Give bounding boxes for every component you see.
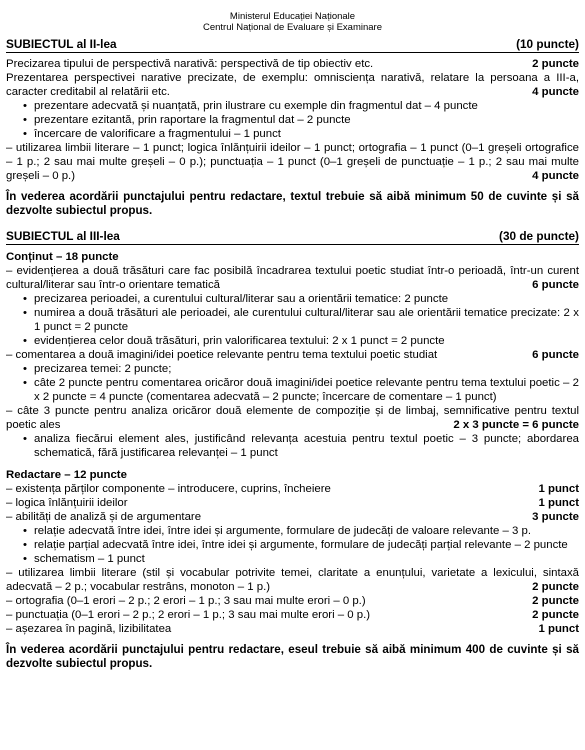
center-name: Centrul Național de Evaluare și Examinare	[202, 21, 382, 33]
list-item: • schematism – 1 punct	[34, 552, 579, 566]
section-3-note: În vederea acordării punctajului pentru redactare, eseul trebuie să aibă minimum 400 de cuvinte și să dezvolte subiectul propus.	[6, 643, 579, 670]
section-3-body	[6, 250, 579, 671]
list-item: • relație adecvată între idei, între idei și argumente, formulare de judecăți de valoare relevante – 3 p.	[34, 524, 579, 538]
criterion-text: – existența părților componente – introducere, cuprins, încheiere	[6, 483, 331, 495]
section-2-title: SUBIECTUL al II-lea	[6, 37, 117, 51]
criterion-text: – logica înlănțuirii ideilor	[6, 497, 128, 509]
list-item: • prezentare adecvată și nuanțată, prin ilustrare cu exemple din fragmentul dat – 4 puncte	[34, 99, 579, 113]
criterion-row	[6, 482, 579, 496]
bullet-list	[6, 432, 579, 460]
criterion-row	[6, 594, 579, 608]
criterion-points: 4 puncte	[532, 170, 579, 182]
criterion-points: 2 x 3 puncte = 6 puncte	[453, 419, 579, 431]
section-2-body	[6, 57, 579, 218]
criterion-text: – ortografia (0–1 erori – 2 p.; 2 erori – 1 p.; 3 sau mai multe erori – 0 p.)	[6, 595, 366, 607]
criterion-text: Prezentarea perspectivei narative precizate, de exemplu: omnisciența narativă, relatare la persoana a III-a, caracter creditabil al relatării etc.	[6, 72, 579, 98]
criterion-points: 3 puncte	[532, 511, 579, 523]
criterion-points: 1 punct	[538, 497, 579, 509]
criterion-points: 6 puncte	[532, 349, 579, 361]
section-2-points: (10 puncte)	[516, 37, 579, 51]
list-item: • încercare de valorificare a fragmentului – 1 punct	[34, 127, 579, 141]
criterion-row	[6, 510, 579, 524]
content-subtitle: Conținut – 18 puncte	[6, 251, 119, 263]
criterion-points: 2 puncte	[532, 58, 579, 70]
section-2-note: În vederea acordării punctajului pentru redactare, textul trebuie să aibă minimum 50 de cuvinte și să dezvolte subiectul propus.	[6, 190, 579, 217]
criterion-points: 2 puncte	[532, 609, 579, 621]
bullet-list	[6, 524, 579, 566]
section-3-points: (30 de puncte)	[499, 229, 579, 243]
section-3-title-bar	[6, 229, 579, 245]
criterion-row	[6, 496, 579, 510]
bullet-list	[6, 292, 579, 348]
criterion-text: – comentarea a două imagini/idei poetice relevante pentru tema textului poetic studiat	[6, 349, 438, 361]
criterion-row	[6, 622, 579, 636]
criterion-points: 1 punct	[538, 623, 579, 635]
criterion-text: Precizarea tipului de perspectivă narativă: perspectivă de tip obiectiv etc.	[6, 58, 374, 70]
criterion-row	[6, 57, 579, 71]
list-item: • prezentare ezitantă, prin raportare la fragmentul dat – 2 puncte	[34, 113, 579, 127]
list-item: • evidențierea celor două trăsături, prin valorificarea textului: 2 x 1 punct = 2 puncte	[34, 334, 579, 348]
section-2-title-bar	[6, 37, 579, 53]
criterion-points: 6 puncte	[532, 279, 579, 291]
criterion-points: 1 punct	[538, 483, 579, 495]
criterion-text: – utilizarea limbii literare – 1 punct; logica înlănțuirii ideilor – 1 punct; ortografia – 1 punct (0–1 greșeli ortografice – 1 p.; 2 sau mai multe greșeli – 0 p.); punctuația – 1 punct (0–1 greșeli de punctuație – 1 p.; 2 sau mai multe greșeli – 0 p.)	[6, 142, 579, 182]
criterion-row	[6, 608, 579, 622]
criterion-text: – evidențierea a două trăsături care fac posibilă încadrarea textului poetic studiat într-o perioadă, într-un curent cultural/literar sau într-o orientare tematică	[6, 265, 579, 291]
criterion-text: – punctuația (0–1 erori – 2 p.; 2 erori – 1 p.; 3 sau mai multe erori – 0 p.)	[6, 609, 371, 621]
section-3-title: SUBIECTUL al III-lea	[6, 229, 120, 243]
criterion-text: – câte 3 puncte pentru analiza oricăror două elemente de compoziție și de limbaj, semnificative pentru textul poetic ales	[6, 405, 579, 431]
bullet-list	[6, 99, 579, 141]
redaction-subtitle: Redactare – 12 puncte	[6, 469, 127, 481]
ministry-name: Ministerul Educației Naționale	[229, 11, 356, 22]
criterion-text: – abilități de analiză și de argumentare	[6, 511, 202, 523]
bullet-list	[6, 362, 579, 404]
list-item: • câte 2 puncte pentru comentarea oricăror două imagini/idei poetice relevante pentru tema textului poetic – 2 x 2 puncte = 4 puncte (comentarea adecvată – 2 puncte; încercare de comentare – 1 punct)	[34, 376, 579, 404]
criterion-points: 2 puncte	[532, 595, 579, 607]
list-item: • relație parțial adecvată între idei, între idei și argumente, formulare de judecăți parțial relevante – 2 puncte	[34, 538, 579, 552]
list-item: • analiza fiecărui element ales, justificând relevanța acestuia pentru textul poetic – 3 puncte; abordarea schematică, fără justificarea relevanței – 1 punct	[34, 432, 579, 460]
document-header	[6, 0, 579, 33]
list-item: • precizarea temei: 2 puncte;	[34, 362, 579, 376]
criterion-text: – utilizarea limbii literare (stil și vocabular potrivite temei, claritate a enunțului, varietate a lexicului, sintaxă adecvată – 2 p.; vocabular restrâns, monoton – 1 p.)	[6, 567, 579, 593]
criterion-text: – așezarea în pagină, lizibilitatea	[6, 623, 172, 635]
list-item: • numirea a două trăsături ale perioadei, ale curentului cultural/literar sau ale orientării tematice precizate: 2 x 1 punct = 2 puncte	[34, 306, 579, 334]
criterion-points: 2 puncte	[532, 581, 579, 593]
criterion-points: 4 puncte	[532, 86, 579, 98]
criterion-row	[6, 348, 579, 362]
list-item: • precizarea perioadei, a curentului cultural/literar sau a orientării tematice: 2 puncte	[34, 292, 579, 306]
